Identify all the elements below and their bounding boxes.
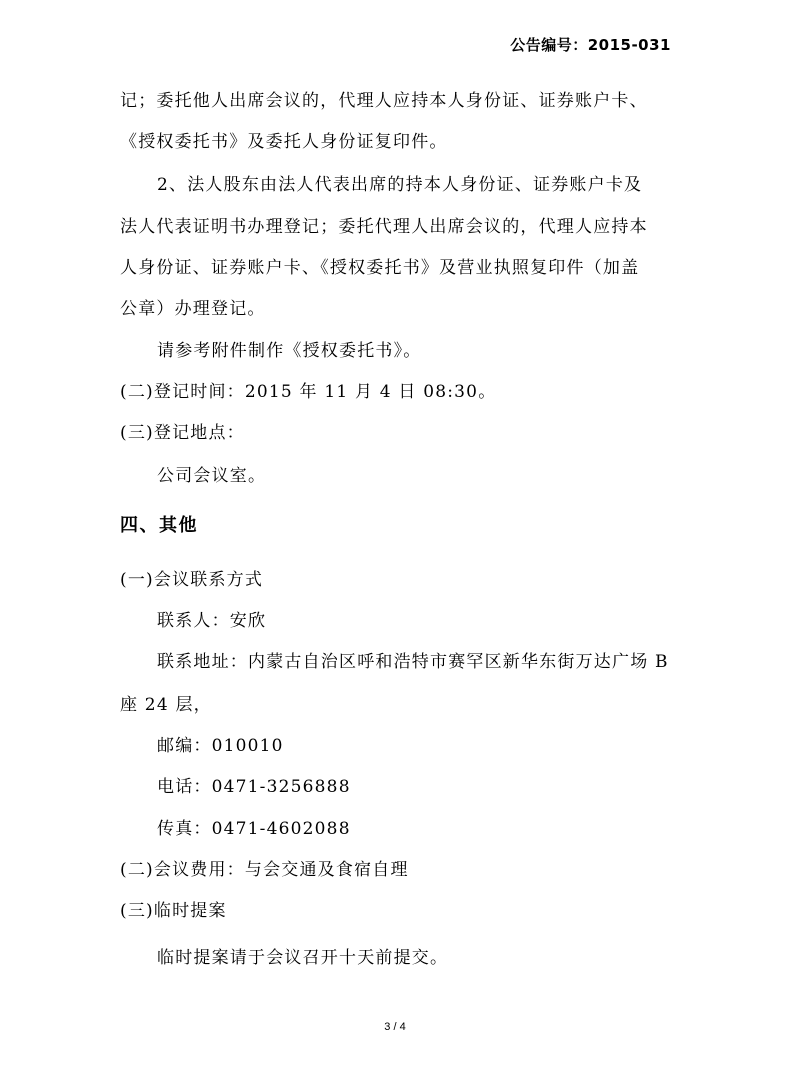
body-line: 记；委托他人出席会议的，代理人应持本人身份证、证券账户卡、	[120, 91, 648, 111]
section-line: (一)会议联系方式	[120, 570, 264, 590]
body-line: 法人代表证明书办理登记；委托代理人出席会议的，代理人应持本	[120, 217, 648, 237]
section-line: (三)登记地点：	[120, 423, 245, 443]
body-line: 2、法人股东由法人代表出席的持本人身份证、证券账户卡及	[157, 175, 643, 195]
postcode: 邮编：010010	[157, 736, 284, 756]
contact-person: 联系人：安欣	[157, 611, 267, 631]
phone: 电话：0471-3256888	[157, 777, 351, 797]
contact-address-cont: 座 24 层，	[120, 695, 212, 715]
body-line: 公章）办理登记。	[120, 299, 266, 319]
notice-number: 公告编号：2015-031	[510, 36, 671, 54]
section-line: (二)会议费用：与会交通及食宿自理	[120, 860, 409, 880]
section-line: (二)登记时间：2015 年 11 月 4 日 08:30。	[120, 382, 497, 402]
section-heading: 四、其他	[120, 515, 198, 536]
body-line: 请参考附件制作《授权委托书》。	[157, 341, 422, 361]
body-line: 《授权委托书》及委托人身份证复印件。	[120, 132, 448, 152]
body-line: 人身份证、证券账户卡、《授权委托书》及营业执照复印件（加盖	[120, 258, 640, 278]
body-line: 临时提案请于会议召开十天前提交。	[157, 948, 449, 968]
page-number: 3 / 4	[384, 1021, 406, 1033]
body-line: 公司会议室。	[157, 466, 267, 486]
contact-address: 联系地址：内蒙古自治区呼和浩特市赛罕区新华东街万达广场 B	[157, 652, 669, 672]
fax: 传真：0471-4602088	[157, 819, 351, 839]
section-line: (三)临时提案	[120, 901, 227, 921]
